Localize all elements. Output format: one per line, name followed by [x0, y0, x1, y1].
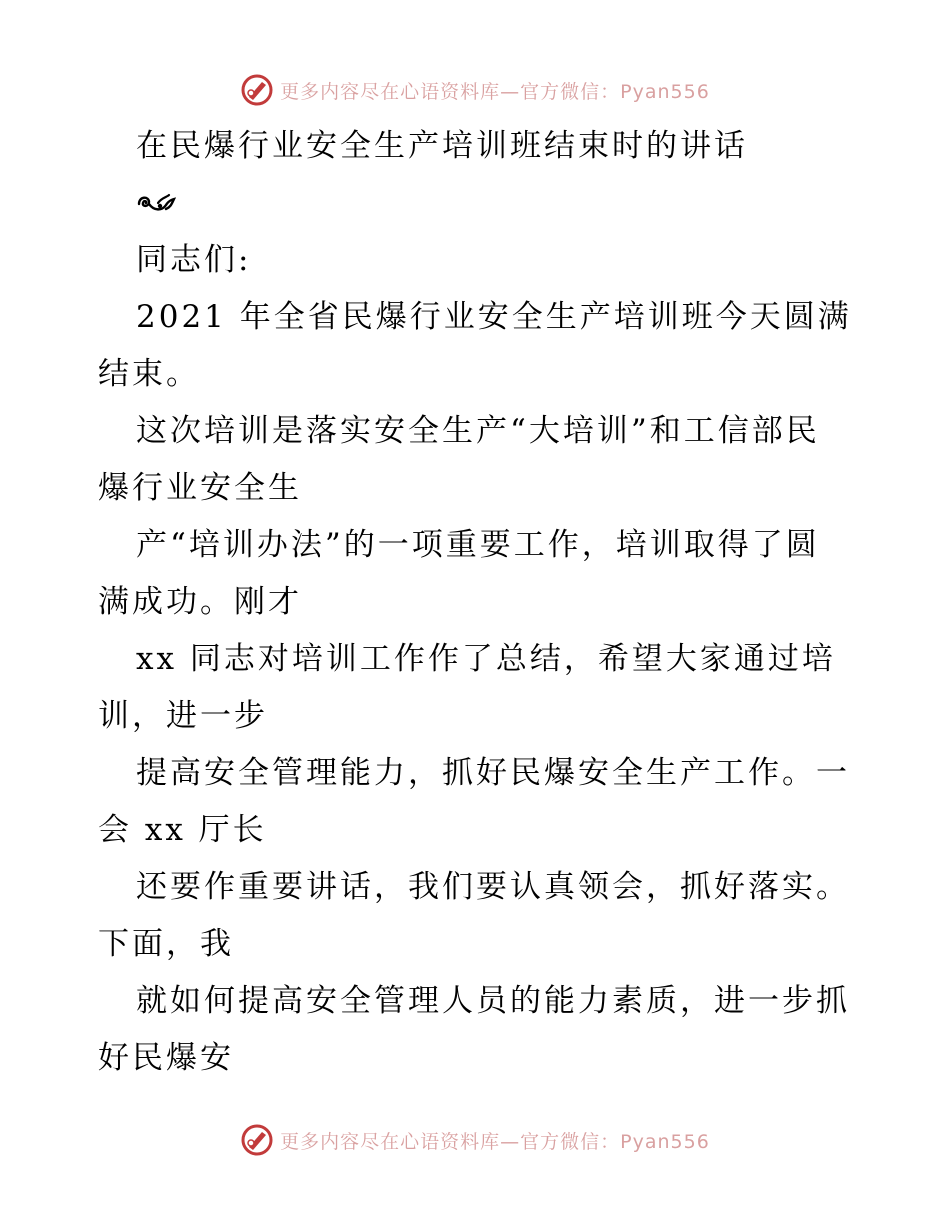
paragraph-line: 训，进一步: [98, 698, 268, 734]
paragraph-line: 好民爆安: [98, 1040, 234, 1076]
paragraph-line: 结束。: [98, 356, 200, 392]
document-title: 在民爆行业安全生产培训班结束时的讲话: [136, 128, 748, 164]
watermark-text: 更多内容尽在心语资料库—官方微信：Pyan556: [280, 1130, 710, 1153]
document-body: [98, 118, 858, 1087]
fleuron-icon: [136, 191, 176, 217]
paragraph-line: 爆行业安全生: [98, 470, 302, 506]
watermark-text: 更多内容尽在心语资料库—官方微信：Pyan556: [280, 80, 710, 103]
paragraph-line: 还要作重要讲话，我们要认真领会，抓好落实。: [136, 869, 850, 905]
header-watermark: [0, 70, 950, 110]
paragraph-line: 提高安全管理能力，抓好民爆安全生产工作。一: [136, 755, 850, 791]
paragraph-line: 下面，我: [98, 926, 234, 962]
paragraph-line: 2021 年全省民爆行业安全生产培训班今天圆满: [136, 299, 852, 335]
paragraph-line: xx 同志对培训工作作了总结，希望大家通过培: [136, 641, 836, 677]
paragraph-line: 这次培训是落实安全生产“大培训”和工信部民: [136, 413, 820, 449]
paragraph-line: 就如何提高安全管理人员的能力素质，进一步抓: [136, 983, 850, 1019]
footer-watermark: [0, 1120, 950, 1160]
ornament: [98, 175, 858, 232]
watermark-logo-icon: [240, 1123, 274, 1157]
watermark-logo-icon: [240, 73, 274, 107]
paragraph-line: 产“培训办法”的一项重要工作，培训取得了圆: [136, 527, 820, 563]
paragraph-line: 会 xx 厅长: [98, 812, 267, 848]
salutation: 同志们:: [136, 242, 252, 278]
paragraph-line: 满成功。刚才: [98, 584, 302, 620]
